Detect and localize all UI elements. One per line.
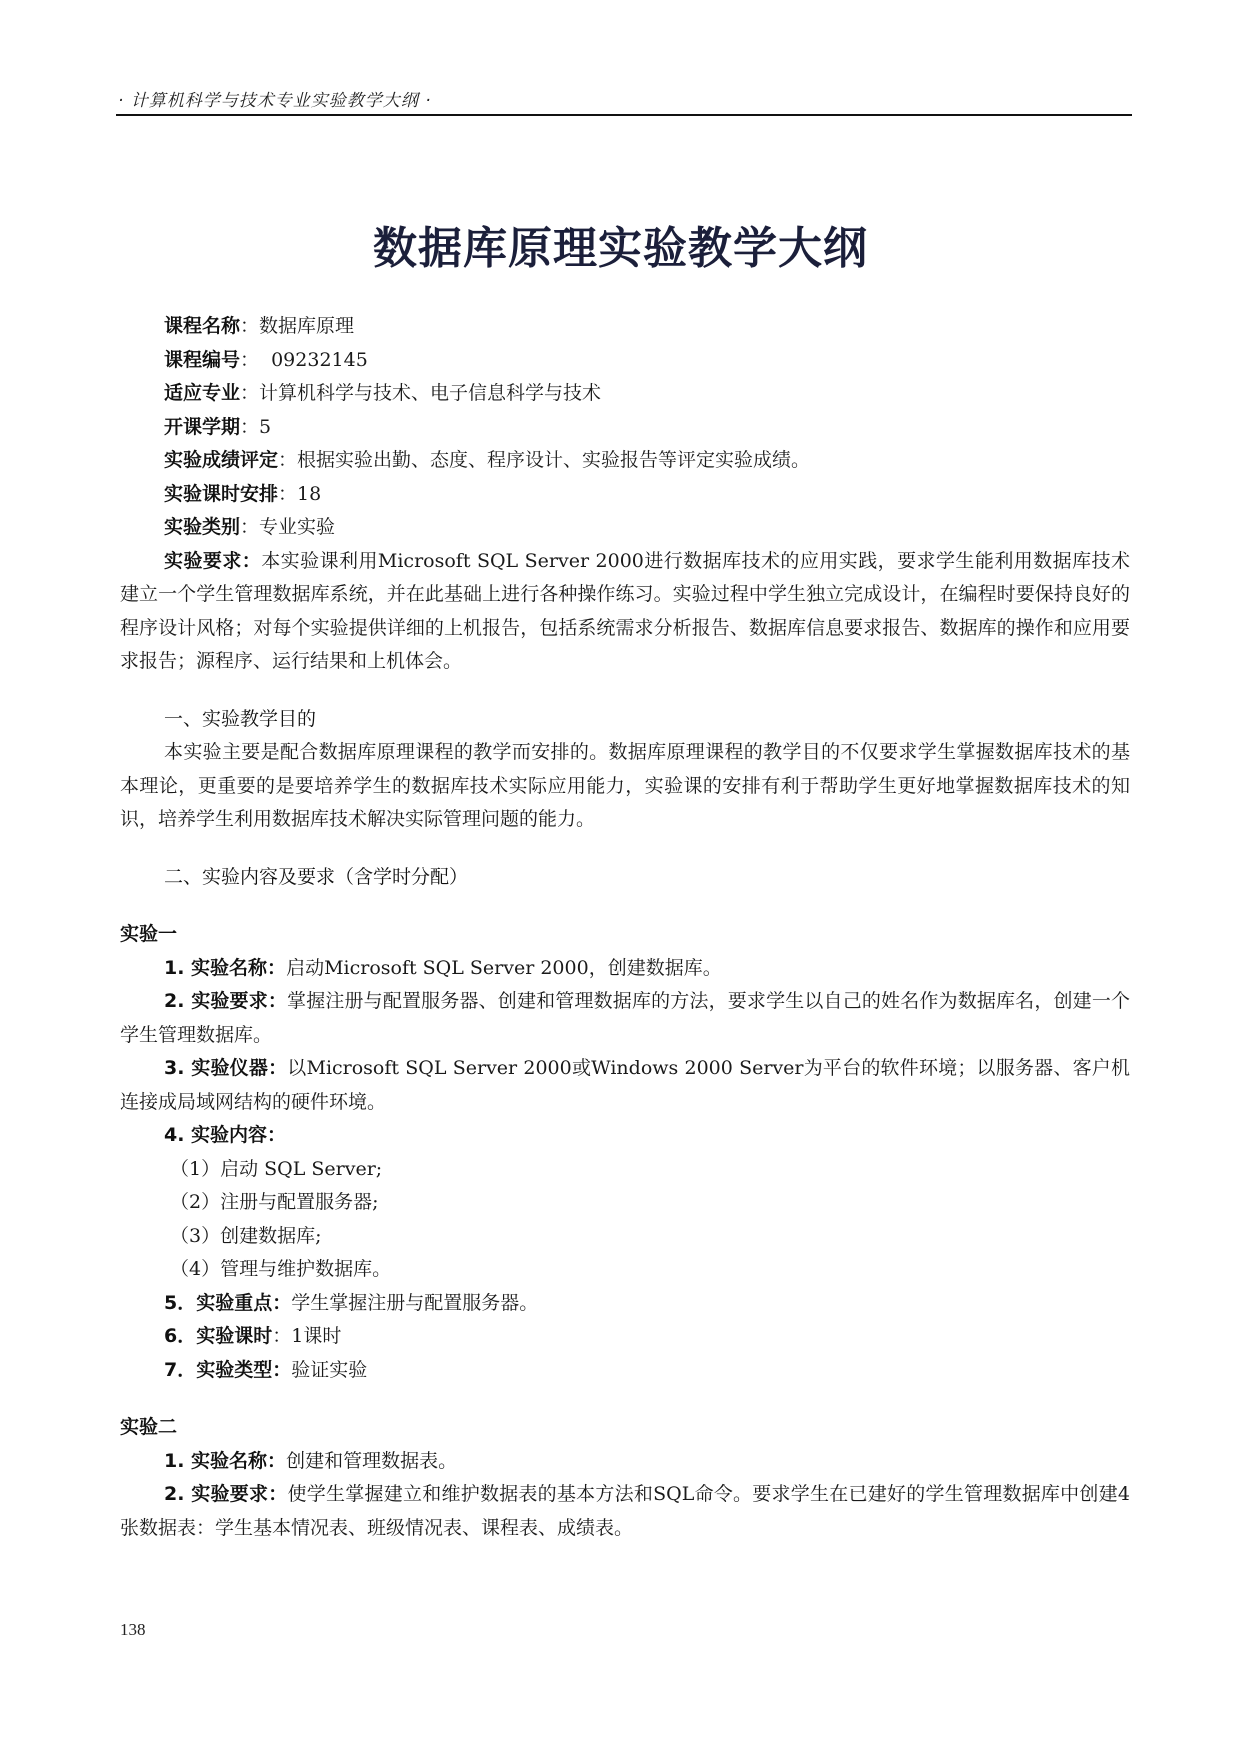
exp1-item-content: 4. 实验内容： [164, 1124, 287, 1146]
running-header: · 计算机科学与技术专业实验教学大纲 · [118, 91, 432, 111]
document-body [120, 310, 1130, 1545]
list-item: （1）启动 SQL Server; [170, 1157, 383, 1180]
document-title: 数据库原理实验教学大纲 [373, 223, 868, 274]
section-heading-objective: 一、实验教学目的 [164, 707, 317, 730]
list-item: （2）注册与配置服务器; [170, 1191, 379, 1213]
header-rule [116, 114, 1132, 116]
experiment-1-title: 实验一 [120, 923, 178, 945]
meta-semester: 开课学期：5 [164, 415, 272, 438]
page-number: 138 [120, 1620, 146, 1639]
exp1-item-hours: 6．实验课时：1课时 [164, 1325, 342, 1347]
meta-course-name: 课程名称：数据库原理 [164, 315, 355, 337]
exp1-item-focus: 5．实验重点：学生掌握注册与配置服务器。 [164, 1291, 539, 1314]
list-item: （3）创建数据库; [170, 1224, 322, 1247]
section-heading-content: 二、实验内容及要求（含学时分配） [164, 865, 469, 888]
exp1-item-requirement: 2. 实验要求：掌握注册与配置服务器、创建和管理数据库的方法，要求学生以自己的姓名作为数据库名，创建一个学生管理数据库。 [120, 990, 1130, 1046]
meta-grading: 实验成绩评定：根据实验出勤、态度、程序设计、实验报告等评定实验成绩。 [164, 449, 811, 471]
meta-major: 适应专业：计算机科学与技术、电子信息科学与技术 [164, 382, 602, 404]
exp1-item-name: 1. 实验名称：启动Microsoft SQL Server 2000，创建数据库。 [164, 956, 722, 979]
requirement-paragraph: 实验要求：本实验课利用Microsoft SQL Server 2000进行数据库技术的应用实践，要求学生能利用数据库技术建立一个学生管理数据库系统，并在此基础上进行各种操作练习。实验过程中学生独立完成设计，在编程时要保持良好的程序设计风格；对每个实验提供详细的上机报告，包括系统需求分析报告、数据库信息要求报告、数据库的操作和应用要求报告；源程序、运行结果和上机体会。 [120, 549, 1130, 672]
exp2-item-name: 1. 实验名称：创建和管理数据表。 [164, 1449, 458, 1472]
list-item: （4）管理与维护数据库。 [170, 1258, 392, 1280]
meta-course-code: 课程编号： 09232145 [164, 348, 368, 371]
exp1-item-instrument: 3. 实验仪器：以Microsoft SQL Server 2000或Windows 2000 Server为平台的软件环境；以服务器、客户机连接成局域网结构的硬件环境。 [120, 1057, 1130, 1113]
exp1-item-type: 7．实验类型：验证实验 [164, 1358, 368, 1381]
meta-category: 实验类别：专业实验 [164, 516, 336, 538]
objective-paragraph: 本实验主要是配合数据库原理课程的教学而安排的。数据库原理课程的教学目的不仅要求学生掌握数据库技术的基本理论，更重要的是要培养学生的数据库技术实际应用能力，实验课的安排有利于帮助学生更好地掌握数据库技术的知识，培养学生利用数据库技术解决实际管理问题的能力。 [120, 741, 1130, 830]
meta-hours: 实验课时安排：18 [164, 482, 322, 505]
experiment-2-title: 实验二 [120, 1416, 178, 1438]
exp2-item-requirement: 2. 实验要求：使学生掌握建立和维护数据表的基本方法和SQL命令。要求学生在已建好的学生管理数据库中创建4张数据表：学生基本情况表、班级情况表、课程表、成绩表。 [120, 1483, 1130, 1539]
